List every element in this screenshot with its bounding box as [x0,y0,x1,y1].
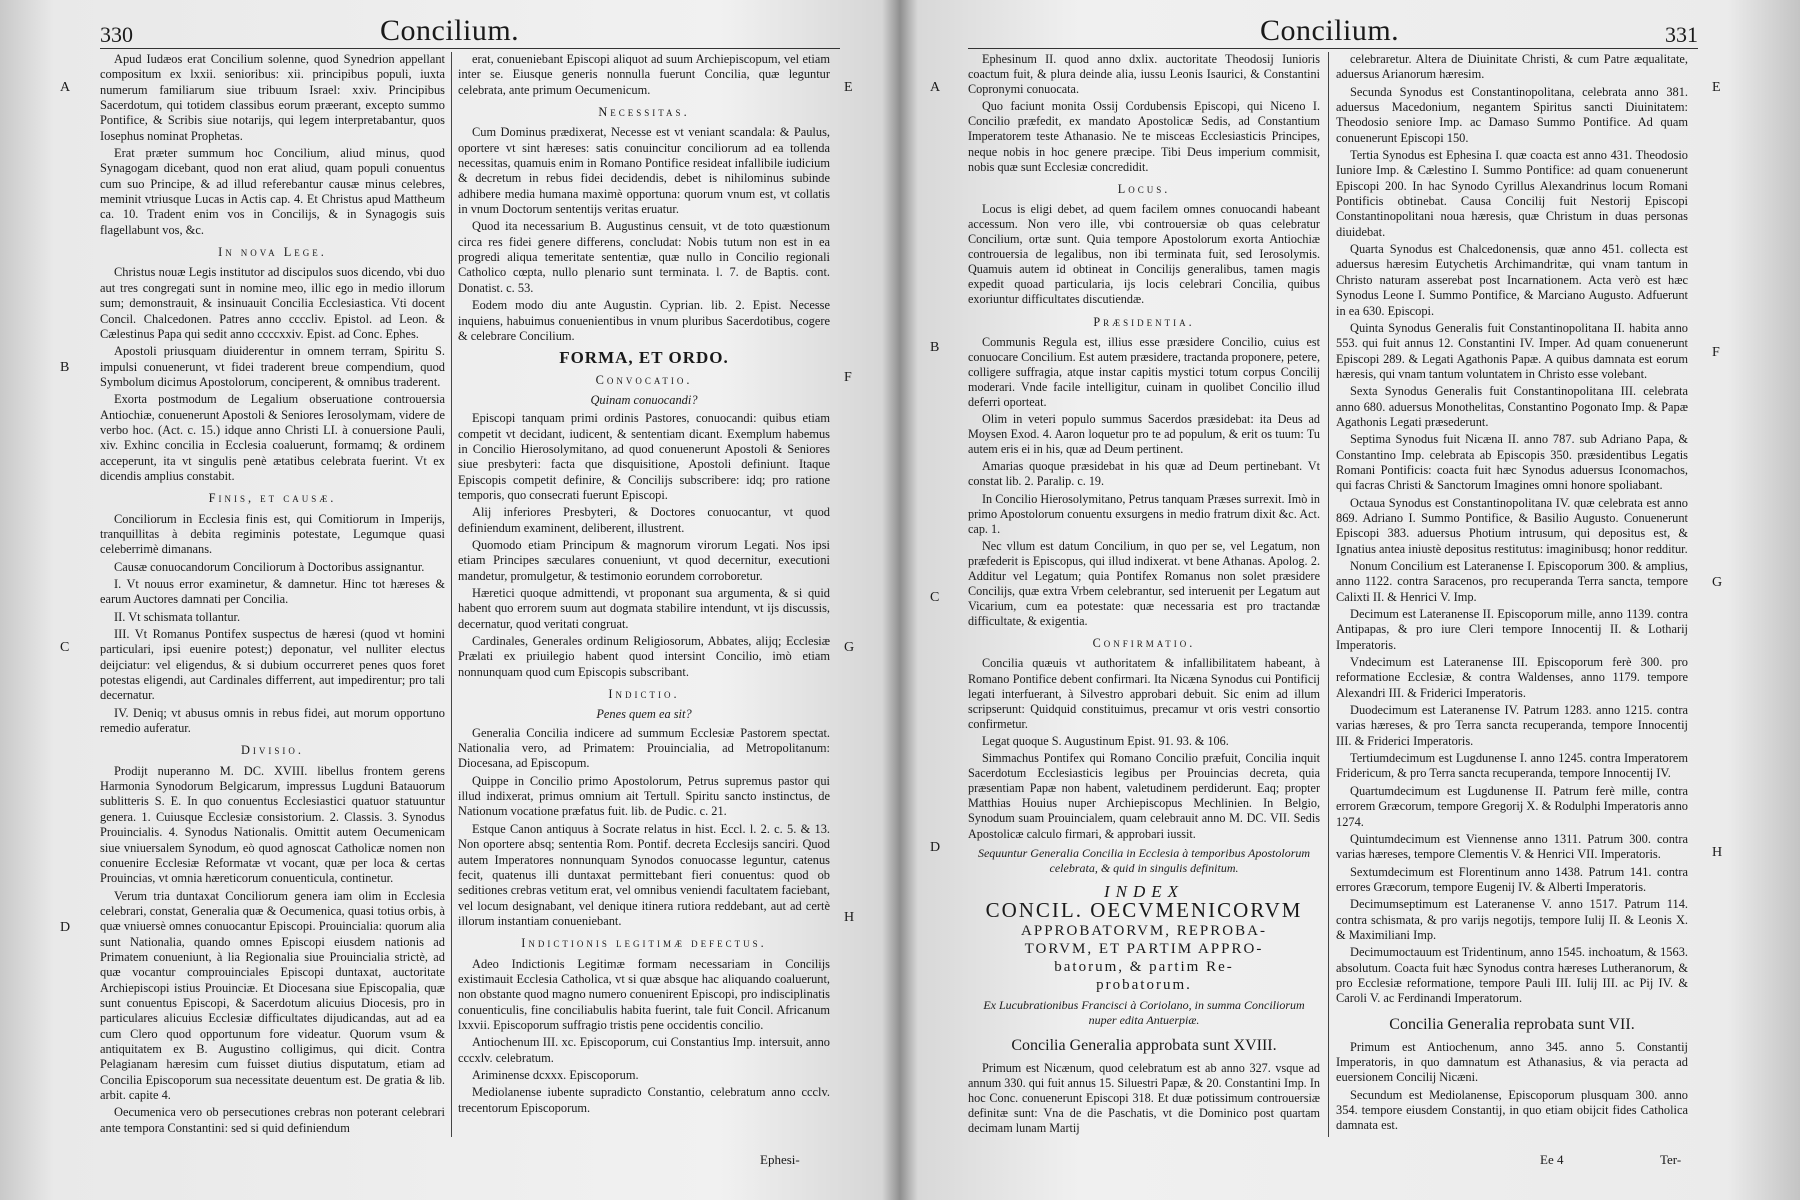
paragraph: Nonum Concilium est Lateranense I. Episcoporum 300. & amplius, anno 1122. contra Saracenos, pro recuperanda Terra sancta, tempore Calixti II. & Henrici V. Imp. [1336,559,1688,604]
section-heading: Necessitas. [598,105,690,120]
paragraph: Sextumdecimum est Florentinum anno 1438. Patrum 141. contra errores Græcorum, tempore Eugenij IV. & Alberti Imperatoris. [1336,864,1688,894]
paragraph: Secundum est Mediolanense, Episcoporum plusquam 300. anno 354. tempore eiusdem Constantij, in quo etiam obijcit fides Catholica damnata est. [1336,1087,1688,1133]
paragraph: Amarias quoque præsidebat in his quæ ad Deum pertinebant. Vt constat lib. 2. Paralip. c. 19. [968,459,1320,489]
paragraph: Ariminense dcxxx. Episcoporum. [472,1067,639,1082]
paragraph: Duodecimum est Lateranense IV. Patrum 1283. anno 1215. contra varias hæreses, & pro Terra sancta recuperanda, tempore Innocentij III. & Friderici Imperatoris. [1336,703,1688,748]
paragraph: Primum est Nicænum, quod celebratum est ab anno 327. vsque ad annum 330. qui fuit annus 15. Siluestri Papæ, & 20. Constantini Imp. In hoc Conc. conuenerunt Episcopi 318. Et duæ potissimum controuersiæ definitæ sunt: Vna de die Paschatis, vt die Dominico post quartam decimam lunam Martij [968,1061,1320,1136]
paragraph: Quo faciunt monita Ossij Cordubensis Episcopi, qui Niceno I. Concilio præfedit, ex mandato Apostolicæ Sedis, ad Constantium Imperatorem teste Athanasio. Ne te misceas Ecclesiasticis Principes, neque nobis in hoc genere præcipe. Tibi Deus imperium commisit, nobis quæ sunt Ecclesiæ concredidit. [968,99,1320,174]
subheading: Quinam conuocandi? [590,392,698,407]
section-heading: Præsidentia. [1093,314,1195,329]
paragraph: Quod ita necessarium B. Augustinus censuit, vt de toto quæstionum circa res fidei genere differens, concludat: Nobis tutum non est in ea progredi aliqua temeritate sententiæ, quæ nullo in Concilio regionali Catholico cœpta, nullo plenario sunt terminata. l. 7. de Baptis. cont. Donatist. c. 53. [458,219,830,295]
paragraph: Tertia Synodus est Ephesina I. quæ coacta est anno 431. Theodosio Iuniore Imp. & Cælestino I. Summo Pontifice: ad quam conuenerunt Episcopi 200. In hac Synodo Cyrillus Alexandrinus locum Romani Pontificis obtinebat. Causa Concilij fuit Nestorij Episcopi Constantinopolitani noua hæresis, quæ Christum in duas personas diuidebat. [1336,148,1688,239]
major-heading: FORMA, ET ORDO. [559,348,729,368]
paragraph: Episcopi tanquam primi ordinis Pastores, conuocandi: quibus etiam competit vt decidant, iudicent, & sententiam dicant. Exemplum habemus in Concilio Hierosolymitano, ad quod conuenerunt Apostoli & Seniores siue presbyteri: facta que disquisitione, Apostoli definiunt. Itaque Episcopis competit definire, & Concilijs subscribere: idq; pro ratione temporis, quo consecrati fuerunt Episcopi. [458,411,830,502]
running-head: Concilium. [1260,14,1400,47]
index-title [968,881,1320,994]
paragraph: III. Vt Romanus Pontifex suspectus de hæresi (quod vt homini particulari, ipsi euenire potest;) deponatur, vel nulliter electus deijciatur: vel eligendus, & si dubium occurreret penes quos foret potestas eligendi, aut Cardinales differrent, aut impedirentur; pro tali decernatur. [100,627,445,703]
margin-letter: B [930,340,940,355]
paragraph: Simmachus Pontifex qui Romano Concilio præfuit, Concilia inquit Sacerdotum Ecclesiasticis legibus per Prouincias decreta, quia præsentiam Papæ non habent, valetudinem perdiderunt. Eaq; propter Matthias Houius nuper Archiepiscopus Mechlinien. In Belgio, Synodum suam Prouincialem, quam celebrauit anno M. DC. VII. Sedis Apostolicæ calculo firmari, & approbari iussit. [968,751,1320,841]
paragraph: Septima Synodus fuit Nicæna II. anno 787. sub Adriano Papa, & Constantino Imp. celebrata ab Episcopis 350. præsidentibus Legatis Romani Pontificis: coacta fuit hæc Synodus aduersus Iconomachos, qui facras Christi & Sanctorum Imagines omni honore spoliabant. [1336,432,1688,493]
index-title-line: APPROBATORVM, REPROBA- [1021,922,1267,939]
list-heading: Concilia Generalia approbata sunt XVIII. [1011,1037,1277,1055]
paragraph: Locus is eligi debet, ad quem facilem omnes conuocandi habeant accessum. Non vero ille, vbi controuersiæ ob quas celebratur Concilium, ortæ sunt. Quia tempore Apostolorum exorta Antiochiæ controuersia de legalibus, non ibi terminata fuit, sed Ierosolymis. Quamuis autem id obtineat in Concilijs generalibus, tamen magis expedit quoad particularia, ijs locis celebrari Concilia, quibus exoriuntur difficultates discutiendæ. [968,201,1320,307]
paragraph: Causæ conuocandorum Conciliorum à Doctoribus assignantur. [114,559,425,574]
page-number: 330 [100,22,133,47]
margin-letter: D [930,840,941,855]
paragraph: Adeo Indictionis Legitimæ formam necessariam in Concilijs existimauit Ecclesia Catholica, vt si quæ absque hac aliquando coaluerunt, non obstante quod magno numero conuenirent Episcopi, pro indisciplinatis conuenticulis, fine conciliabulis habita fuerint, tale fuit Concil. Africanum lxxvii. Episcoporum suffragio tristis pene occidentis concilio. [458,956,830,1032]
paragraph: Quinta Synodus Generalis fuit Constantinopolitana II. habita anno 553. qui fuit annus 12. Constantini IV. Imper. Ad quam conuenerunt Episcopi 289. & Legati Agathonis Papæ. A quibus damnata est eorum hæresis, qui vnam tantum voluntatem in Christo esse volebant. [1336,320,1688,381]
paragraph: Eodem modo diu ante Augustin. Cyprian. lib. 2. Epist. Necesse inquiens, habuimus conuenientibus in vnum pluribus Sacerdotibus, cogere & celebrare Concilium. [458,298,830,343]
paragraph: IV. Deniq; vt abusus omnis in rebus fidei, aut morum opportuno remedio auferatur. [100,705,445,736]
paragraph: Nec vllum est datum Concilium, in quo per se, vel Legatum, non præfederit is Episcopus, qui illud indixerat. vt bene Athanas. Apolog. 2. Additur vel Legatum; quia Pontifex Romanus non solet præsidere Concilijs, quæ extra Vrbem celebrantur, sed interuenit per Legatum aut Vicarium, cum ea potestate: quæ necessaria est pro tractandæ difficultate, & exigentia. [968,538,1320,629]
paragraph: Sexta Synodus Generalis fuit Constantinopolitana III. celebrata anno 680. aduersus Monothelitas, Constantino Pogonato Imp. & Papæ Agathonis Legati præsederunt. [1336,384,1688,429]
paragraph: Quartumdecimum est Lugdunense II. Patrum ferè mille, contra errorem Græcorum, tempore Gregorij X. & Rodulphi Imperatoris anno 1274. [1336,783,1688,829]
italic-note: Ex Lucubrationibus Francisci à Coriolano, in summa Conciliorum nuper edita Antuerpiæ. [983,997,1305,1027]
left-column-2 [458,52,830,1118]
paragraph: celebraretur. Altera de Diuinitate Christi, & cum Patre æqualitate, aduersus Arianorum hæresim. [1336,52,1688,82]
italic-note: Sequuntur Generalia Concilia in Ecclesia à temporibus Apostolorum celebrata, & quid in singulis definitum. [977,845,1311,875]
paragraph: Apostoli priusquam diuiderentur in omnem terram, Spiritu S. impulsi conuenerunt, vt fidei traderent breue compendium, quod Symbolum dicimus Apostolorum, conciperent, & omnibus traderent. [100,344,445,389]
paragraph: Decimum est Lateranense II. Episcoporum mille, anno 1139. contra Antipapas, & pro iure Cleri tempore Innocentij II. & Lotharij Imperatoris. [1336,607,1688,652]
paragraph: Cum Dominus prædixerat, Necesse est vt veniant scandala: & Paulus, oportere vt sint hæreses: satis conuincitur conciliorum ad ea tollenda necessitas, quamuis enim in Romano Pontifice resideat infallibile iudicium & decretum in rebus fidei decidendis, debet is nihilominus subinde adhibere media humana maximè opportuna: quorum vnum est, vt collatis in vnum Doctorum sententijs veritas eruatur. [458,125,830,217]
signature-mark: Ee 4 [1540,1152,1564,1167]
running-head: Concilium. [380,14,520,47]
section-heading: Indictionis legitimæ defectus. [521,936,767,951]
paragraph: In Concilio Hierosolymitano, Petrus tanquam Præses surrexit. Imò in primo Apostolorum conuentu exsurgens in medio fratrum dixit &c. Act. cap. 1. [968,491,1320,536]
paragraph: Generalia Concilia indicere ad summum Ecclesiæ Pastorem spectat. Nationalia vero, ad Primatem: Prouincialia, ad Metropolitanum: Diocesana, ad Episcopum. [458,725,830,771]
margin-letter: D [60,920,71,935]
section-heading: Confirmatio. [1092,636,1196,651]
list-heading: Concilia Generalia reprobata sunt VII. [1389,1015,1635,1033]
paragraph: Apud Iudæos erat Concilium solenne, quod Synedrion appellant compositum ex lxxii. senioribus: xii. principibus populi, iuxta numerum familiarum siue tribuum Israel: xxiv. Principibus Sacerdotum, qui totidem classibus eorum præerant, excepto summo Pontifice, & Scribis siue notarijs, qui legem interpretabantur, quos Iosephus nominat Prophetas. [100,52,445,143]
margin-letter: H [1712,845,1723,860]
paragraph: Conciliorum in Ecclesia finis est, qui Comitiorum in Imperijs, tranquillitas à debita regiminis potestate, Legumque quasi celeberrimè dimanans. [100,511,445,557]
paragraph: Cardinales, Generales ordinum Religiosorum, Abbates, alijq; Ecclesiæ Prælati ex priuilegio habent quod intersint Concilio, imò etiam nonnunquam quod cum Episcopis subscribant. [458,634,830,679]
index-title-line: probatorum. [1096,976,1192,993]
section-heading: Convocatio. [595,372,693,387]
paragraph: Ephesinum II. quod anno dxlix. auctoritate Theodosij Iunioris coactum fuit, & plura deinde alia, iussu Leonis Isaurici, & Constantini Copronymi conuocata. [968,52,1320,97]
paragraph: Antiochenum III. xc. Episcoporum, cui Constantius Imp. intersuit, anno cccxlv. celebratum. [458,1035,830,1065]
paragraph: Exorta postmodum de Legalium obseruatione controuersia Antiochiæ, conuenerunt Apostoli & Seniores Ierosolymam, videre de verbo hoc. (Act. c. 15.) idque anno Christi LI. à conuersione Pauli, xiv. Exhinc concilia in Ecclesia coaluerunt, formamq; & ordinem acceperunt, ita vt singulis penè ætatibus celebrata fuerint. Vt ex dicendis amplius constabit. [100,392,445,483]
margin-letter: B [60,360,70,375]
margin-letter: E [844,80,853,95]
section-heading: In nova Lege. [218,245,327,260]
paragraph: Prodijt nuperanno M. DC. XVIII. libellus frontem gerens Harmonia Synodorum Belgicarum, impressus Lugduni Batauorum sublitteris S. E. In quo conuentus Ecclesiastici quatuor statuuntur genera. 1. Cuiusque Ecclesiæ consistorium. 2. Classis. 3. Synodus Prouincialis. 4. Synodus Nationalis. Omittit autem Oecumenicam siue vniuersalem Synodum, eò quod agnoscat Catholicæ nomen non conuenire Ecclesiæ Reformatæ vt vocant, quæ per loca & certas Prouincias, vt omnia hæreticorum conuenticula, continetur. [100,763,445,886]
paragraph: Concilia quæuis vt authoritatem & infallibilitatem habeant, à Romano Pontifice debent confirmari. Ita Nicæna Synodus cui Pontificij legati interfuerant, à Silvestro approbari debuit. Sic enim ad illum scripserunt: Quidquid constituimus, precamur vt oris vestri consortio confirmetur. [968,656,1320,731]
right-column-2 [1336,52,1688,1136]
section-heading: Finis, et causæ. [208,491,337,506]
subheading: Penes quem ea sit? [596,707,692,722]
paragraph: Legat quoque S. Augustinum Epist. 91. 93. & 106. [982,733,1229,748]
header-rule [968,48,1698,49]
column-rule [1328,52,1329,1137]
right-column-1 [968,52,1320,1139]
margin-letter: E [1712,80,1721,95]
paragraph: Decimumoctauum est Tridentinum, anno 1545. inchoatum, & 1563. absolutum. Coacta fuit hæc Synodus contra hæreses Lutheranorum, & pro Ecclesiæ reformatione, tempore Pauli III. Iulij III. ac Pij IV. & Caroli V. ac Ferdinandi Imperatorum. [1336,945,1688,1006]
index-title-line: batorum, & partim Re- [1054,958,1234,975]
paragraph: Primum est Antiochenum, anno 345. anno 5. Constantij Imperatoris, in quo damnatum est Athanasius, & via peracta ad euersionem Concilij Nicæni. [1336,1039,1688,1085]
paragraph: erat, conueniebant Episcopi aliquot ad suum Archiepiscopum, vel etiam inter se. Eiusque generis nonnulla fuerunt Concilia, quæ leguntur celebrata, ante primum Oecumenicum. [458,52,830,97]
margin-letter: C [930,590,940,605]
paragraph: Mediolanense iubente supradicto Constantio, celebratum anno ccclv. trecentorum Episcoporum. [458,1085,830,1115]
paragraph: Verum tria duntaxat Conciliorum genera iam olim in Ecclesia celebrari, constat, Generalia quæ & Oecumenica, quasi totius orbis, à quæ vniuersè omnes conuocantur Episcopi. Prouincialia: quorum alia sunt Nationalia, quando omnes Episcopi eiusdem nationis ad Primatem conueniunt, à lia Regionalia siue Prouincialia strictè, ad quæ vocantur comprouinciales Episcopi duntaxat, auctoritate Archiepiscopi istius Prouinciæ. Et Diocesana siue Episcopalia, quæ sunt conuentus Episcopi, & Sacerdotum alicuius Diocesis, pro in particulares alicuius Ecclesiæ difficultates dijudicandas, aut ad ea cum Clero quod opportunum fore videatur. Quorum vsum & antiquitatem ex B. Augustino colligimus, qui dicit. Contra Pelagianam hæresim cum fuisset diutius disputatum, etiam ad Concilia Episcoporum sua necessitate deuentum est. De gratia & lib. arbit. capite 4. [100,888,445,1102]
margin-letter: G [1712,575,1723,590]
paragraph: Quintumdecimum est Viennense anno 1311. Patrum 300. contra varias hæreses, tempore Clementis V. & Henrici VII. Imperatoris. [1336,831,1688,862]
paragraph: Estque Canon antiquus à Socrate relatus in hist. Eccl. l. 2. c. 5. & 13. Non oportere absq; sententia Rom. Pontif. decreta Ecclesijs sanciri. Quod autem Imperatores nonnunquam Synodos conuocasse leguntur, catenus fecit, quatenus illi duntaxat permittebant fieri conuentus: quod ob seditiones crebras vetitum erat, vel omnibus veniendi facultatem faciebant, vel locum designabant, vel denique itinera rutiora reddebant, aut ad certè illorum instantiam conueniebant. [458,821,830,928]
paragraph: Vndecimum est Lateranense III. Episcoporum ferè 300. pro reformatione Ecclesiæ, & contra Waldenses, anno 1179. tempore Alexandri III. & Friderici Imperatoris. [1336,655,1688,700]
right-page [900,0,1800,1200]
margin-letter: G [844,640,855,655]
margin-letter: A [60,80,71,95]
paragraph: Erat præter summum hoc Concilium, aliud minus, quod Synagogam dicebant, quod non erat aliud, quam populi conuentus cum suo Principe, & ad illud referebantur causæ minus celebres, meminit vtriusque Lucas in Actis cap. 4. Et Christus apud Mattheum ca. 10. Tradent enim vos in Concilijs, & in Synagogis suis flagellabunt vos, &c. [100,146,445,237]
paragraph: Decimumseptimum est Lateranense V. anno 1517. Patrum 114. contra schismata, & pro varijs negotijs, tempore Iulij II. & Leonis X. & Maximiliani Imp. [1336,897,1688,942]
paragraph: Quomodo etiam Principum & magnorum virorum Legati. Nos ipsi etiam Principes sæculares conueniunt, vt quod decernitur, executioni mandetur, promulgetur, & testimonio eorundem corroboretur. [458,537,830,583]
paragraph: Quippe in Concilio primo Apostolorum, Petrus supremus pastor qui illud indixerat, primus omnium ait Tertull. Spiritu sancto instinctus, de Nationum vocatione præfatus fuit. lib. de Pudic. c. 21. [458,773,830,819]
left-column-1 [100,52,445,1138]
section-heading: Divisio. [240,743,305,758]
page-number: 331 [1665,22,1698,47]
catchword: Ter- [1660,1152,1682,1167]
section-heading: Locus. [1117,181,1171,196]
index-title-line: TORVM, ET PARTIM APPRO- [1024,940,1264,957]
paragraph: Quarta Synodus est Chalcedonensis, quæ anno 451. collecta est aduersus hæresim Eutychetis Archimandritæ, qui vnam tantum in Christo naturam asserebat post Incarnationem. Acta verò est hæc Synodus Leone I. Summo Pontifice, & Marciano Augusto. Adfuerunt in ea 630. Episcopi. [1336,242,1688,318]
index-title-line: INDEX [1103,881,1185,901]
margin-letter: C [60,640,70,655]
margin-letter: H [844,910,855,925]
paragraph: Octaua Synodus est Constantinopolitana IV. quæ celebrata est anno 869. Adriano I. Summo Pontifice, & Basilio Augusto. Conuenerunt Episcopi 383. aduersus Photium intrusum, qui depositus est, & Ignatius antea iniustè depositus restitutus: imaginibusq; honor redditur. [1336,495,1688,556]
margin-letter: A [930,80,941,95]
paragraph: Alij inferiores Presbyteri, & Doctores conuocantur, vt quod definiendum examinent, deliberent, illustrent. [458,505,830,535]
paragraph: Secunda Synodus est Constantinopolitana, celebrata anno 381. aduersus Macedonium, negantem Spiritus sancti Diuinitatem: Theodosio seniore Imp. ac Damaso Summo Pontifice. Ad quam conuenerunt Episcopi 150. [1336,84,1688,145]
paragraph: Christus nouæ Legis institutor ad discipulos suos dicendo, vbi duo aut tres congregati sunt in nomine meo, illic ego in medio illorum sum; demonstrauit, & insinuauit Concilia Ecclesiastica. Vti docent Concil. Chalcedonen. Patres anno ccccliv. Epistol. ad Leon. & Cælestinus Papa qui sedit anno ccccxxiv. Epist. ad Conc. Ephes. [100,265,445,341]
catchword: Ephesi- [760,1152,800,1167]
paragraph: Communis Regula est, illius esse præsidere Concilio, cuius est conuocare Concilium. Est autem præsidere, tractanda proponere, petere, colligere suffragia, atque instar capitis mystici totum corpus Concilij moderari. Vnde facile intelligitur, cuinam in quolibet Concilio illud deferri oporteat. [968,334,1320,409]
column-rule [451,52,452,1137]
paragraph: Oecumenica vero ob persecutiones crebras non poterant celebrari ante tempora Constantini: sed si quid definiendum [100,1105,445,1135]
margin-letter: F [1712,345,1720,360]
paragraph: Olim in veteri populo summus Sacerdos præsidebat: ita Deus ad Moysen Exod. 4. Aaron loquetur pro te ad populum, & erit os tuum: Tu autem eris ei in his, quæ ad Deum pertinent. [968,412,1320,457]
margin-letter: F [844,370,852,385]
header-rule [100,48,840,49]
index-title-line: CONCIL. OECVMENICORVM [985,897,1303,922]
paragraph: II. Vt schismata tollantur. [114,609,241,624]
section-heading: Indictio. [608,687,680,702]
paragraph: I. Vt nouus error examinetur, & damnetur. Hinc tot hæreses & earum Auctores damnati per Concilia. [100,577,445,607]
paragraph: Hæretici quoque admittendi, vt proponant sua argumenta, & si quid habent quo errorem suum aut dogmata stabilire intendunt, vt ijs discussis, decernatur, quod veritati congruat. [458,586,830,631]
paragraph: Tertiumdecimum est Lugdunense I. anno 1245. contra Imperatorem Fridericum, & pro Terra sancta recuperanda, tempore Innocentij IV. [1336,751,1688,781]
